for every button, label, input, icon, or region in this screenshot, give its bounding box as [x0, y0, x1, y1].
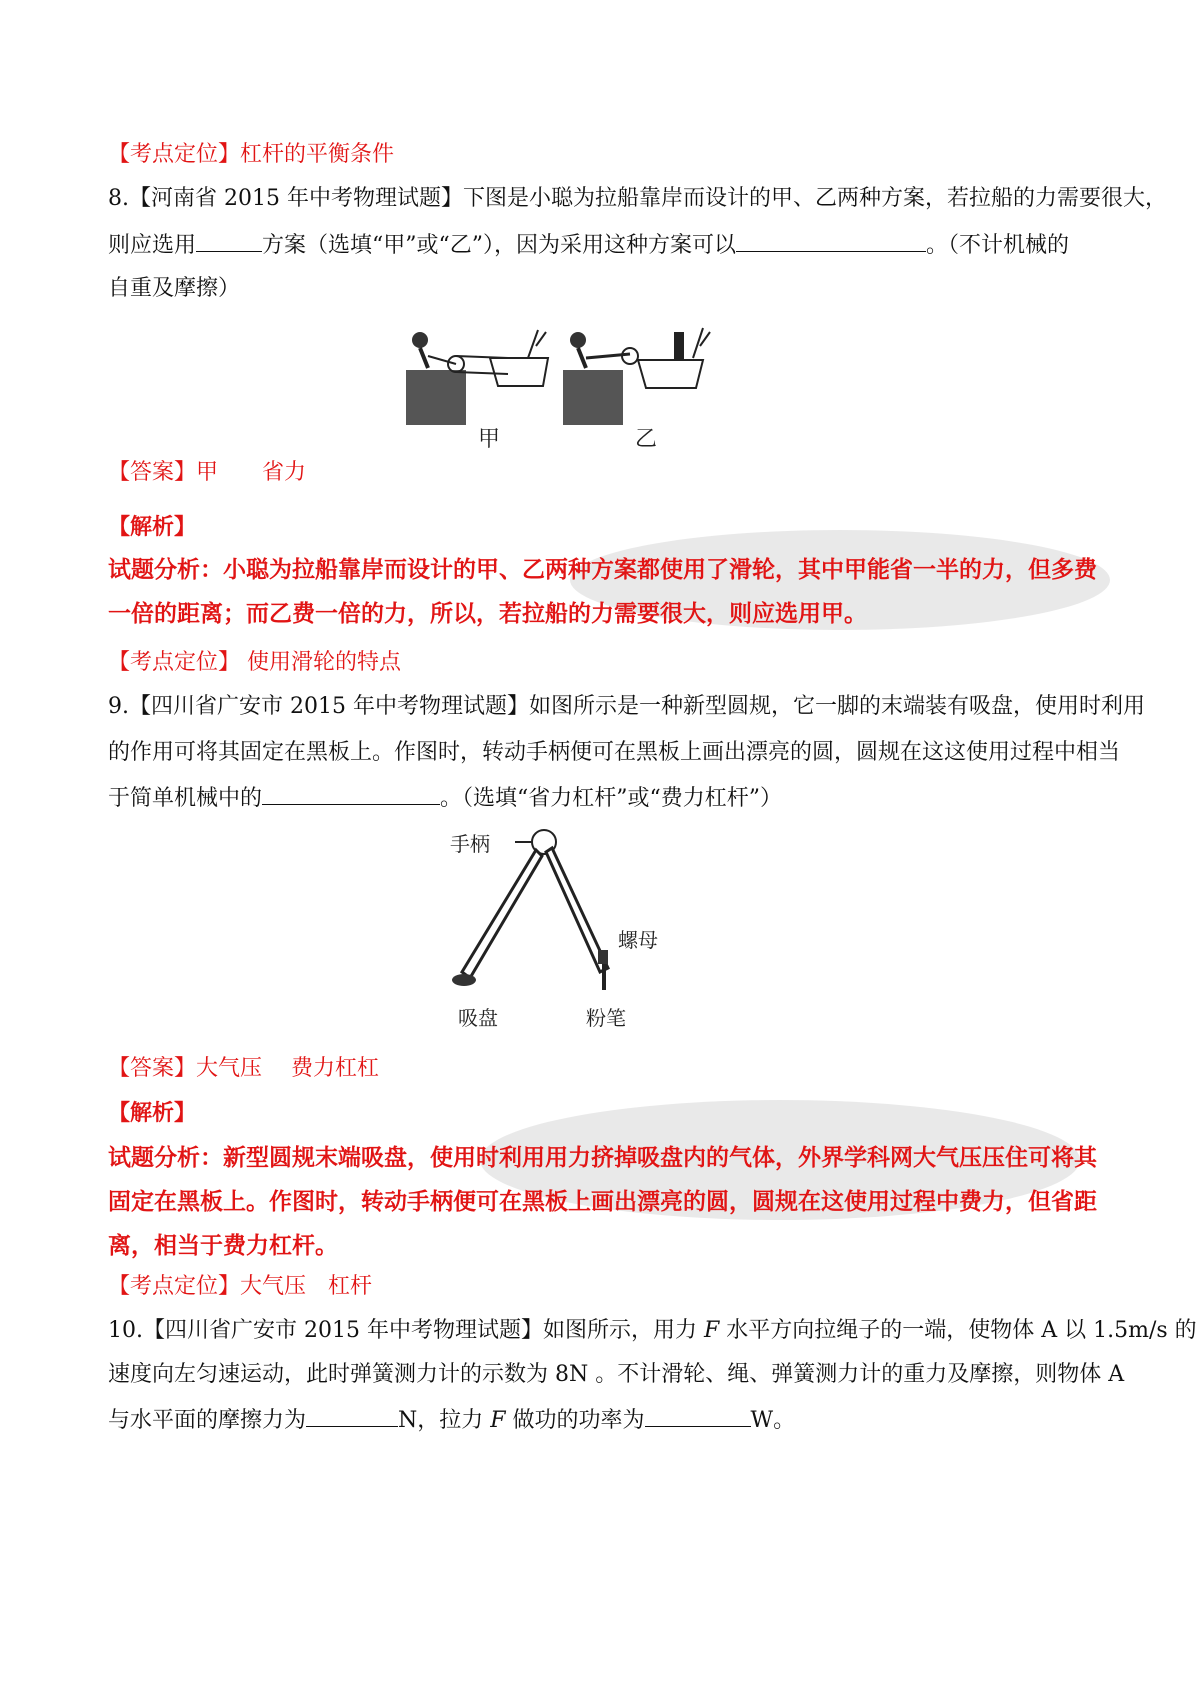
q8-pulley-figure: [398, 318, 728, 458]
force-symbol: F: [490, 1408, 506, 1433]
q7-knowledge-tag: 【考点定位】杠杆的平衡条件: [108, 142, 395, 167]
q9-answer: 【答案】大气压 费力杠杠: [108, 1056, 379, 1081]
q8-analysis-text: 试题分析：小聪为拉船靠岸而设计的甲、乙两种方案都使用了滑轮，其中甲能省一半的力，但多费一倍的距离；而乙费一倍的力，所以，若拉船的力需要很大，则应选用甲。: [108, 557, 1097, 627]
force-symbol: F: [703, 1318, 720, 1343]
figure-label-yi: 乙: [635, 427, 658, 452]
q9-compass-figure: [440, 822, 680, 1042]
q10-blank-2[interactable]: [645, 1404, 751, 1427]
figure-label-jia: 甲: [478, 427, 501, 452]
q10-blank-1[interactable]: [306, 1404, 398, 1427]
q10-line2: 速度向左匀速运动，此时弹簧测力计的示数为 8N 。不计滑轮、绳、弹簧测力计的重力及摩擦，则物体 A: [108, 1362, 1125, 1387]
q9-analysis-heading: 【解析】: [108, 1100, 197, 1126]
q9-analysis-text: 试题分析：新型圆规末端吸盘，使用时利用用力挤掉吸盘内的气体，外界学科网大气压压住可将其固定在黑板上。作图时，转动手柄便可在黑板上画出漂亮的圆，圆规在这使用过程中费力，但省距离，相当于费力杠杆。: [108, 1145, 1097, 1259]
label-handle: 手柄: [450, 832, 490, 856]
label-chalk: 粉笔: [586, 1006, 626, 1030]
q8-answer: 【答案】甲 省力: [108, 460, 307, 485]
pulley-scheme-drawing: [398, 318, 728, 428]
q9-line3: 于简单机械中的 。（选填“省力杠杆”或“费力杠杆”）: [108, 782, 782, 814]
q8-line2: 则应选用 方案（选填“甲”或“乙”），因为采用这种方案可以 。（不计机械的: [108, 229, 1069, 261]
label-nut: 螺母: [618, 928, 658, 952]
q10-line3: 与水平面的摩擦力为 N，拉力 F 做功的功率为 W。: [108, 1404, 795, 1436]
q10-line1: 10.【四川省广安市 2015 年中考物理试题】如图所示，用力 F 水平方向拉绳子的一端，使物体 A 以 1.5m/s 的: [108, 1318, 1197, 1343]
q8-analysis-heading: 【解析】: [108, 514, 197, 540]
q8-blank-1[interactable]: [196, 229, 262, 252]
q9-line1: 9.【四川省广安市 2015 年中考物理试题】如图所示是一种新型圆规，它一脚的末端装有吸盘，使用时利用: [108, 694, 1145, 719]
q8-knowledge-tag: 【考点定位】 使用滑轮的特点: [108, 650, 401, 675]
label-suction-cup: 吸盘: [458, 1006, 498, 1030]
q9-blank[interactable]: [262, 782, 440, 805]
q8-line3: 自重及摩擦）: [108, 276, 241, 301]
q8-line1: 8.【河南省 2015 年中考物理试题】下图是小聪为拉船靠岸而设计的甲、乙两种方案，若拉船的力需要很大，: [108, 186, 1167, 211]
q9-line2: 的作用可将其固定在黑板上。作图时，转动手柄便可在黑板上画出漂亮的圆，圆规在这这使用过程中相当: [108, 740, 1121, 765]
q9-knowledge-tag: 【考点定位】大气压 杠杆: [108, 1274, 373, 1299]
q8-blank-2[interactable]: [736, 229, 926, 252]
